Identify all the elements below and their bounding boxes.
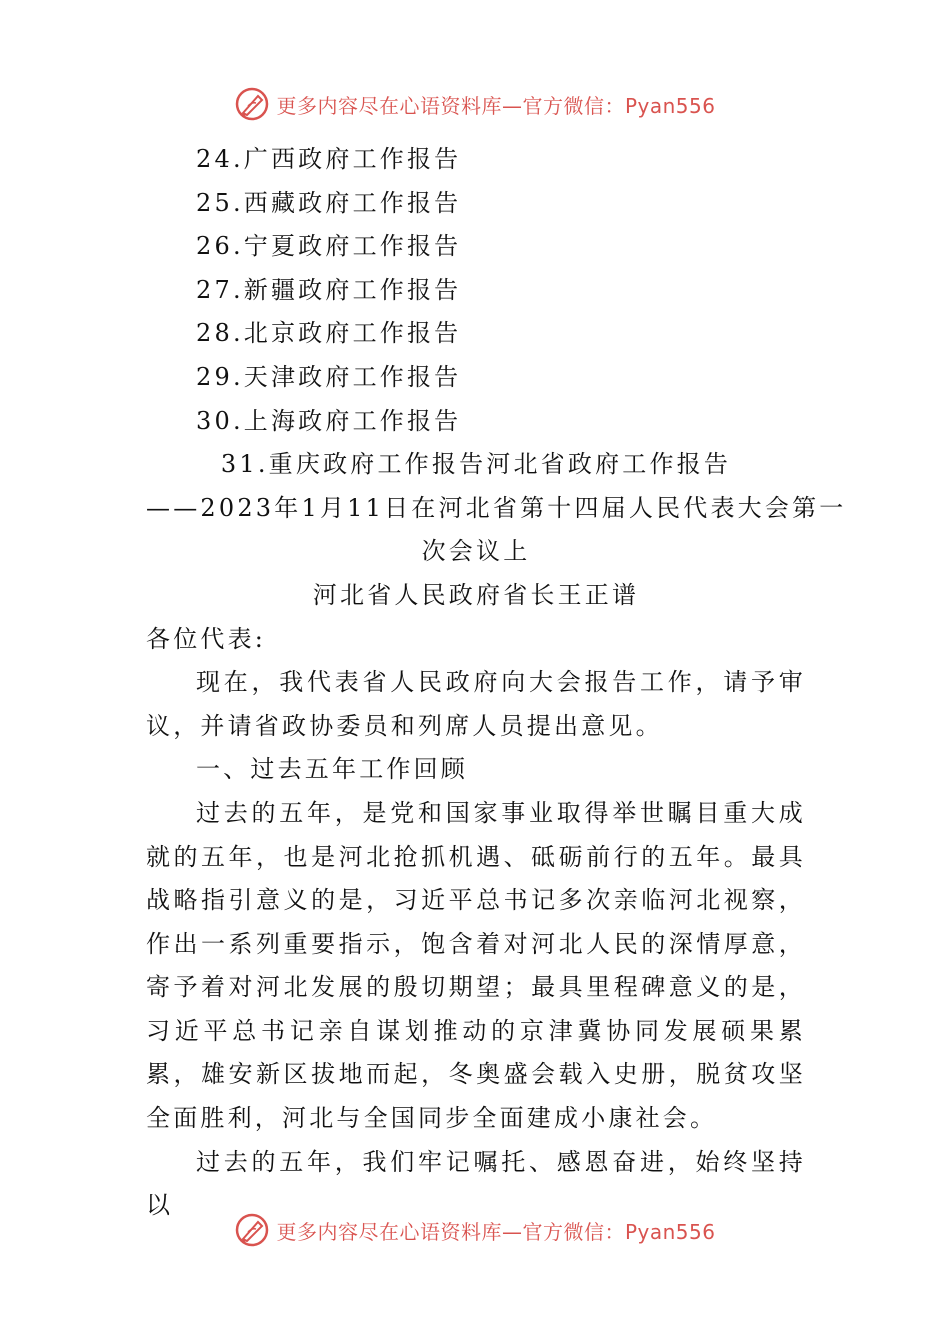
- salutation: 各位代表:: [146, 624, 267, 653]
- section-heading: 一、过去五年工作回顾: [196, 755, 468, 784]
- document-body: [146, 138, 847, 1228]
- pen-nib-logo-icon: [234, 86, 270, 122]
- watermark-banner-top: [0, 84, 950, 124]
- paragraph-review: 过去的五年，是党和国家事业取得举世瞩目重大成就的五年，也是河北抢抓机遇、砥砺前行的五年。最具战略指引意义的是，习近平总书记多次亲临河北视察，作出一系列重要指示，饱含着对河北人民的深情厚意，寄予着对河北发展的殷切期望；最具里程碑意义的是，习近平总书记亲自谋划推动的京津冀协同发展硕果累累，雄安新区拔地而起，冬奥盛会载入史册，脱贫攻坚全面胜利，河北与全国同步全面建成小康社会。: [146, 798, 806, 1133]
- toc-item: 24.广西政府工作报告: [196, 145, 462, 173]
- watermark-text: 更多内容尽在心语资料库—官方微信：Pyan556: [276, 1219, 716, 1244]
- watermark-banner-bottom: [0, 1210, 950, 1250]
- pen-nib-logo-icon: [234, 1212, 270, 1248]
- paragraph-continued: 过去的五年，我们牢记嘱托、感恩奋进，始终坚持以: [146, 1147, 806, 1220]
- toc-item: 30.上海政府工作报告: [196, 406, 462, 435]
- watermark-text: 更多内容尽在心语资料库—官方微信：Pyan556: [276, 93, 716, 118]
- paragraph-intro: 现在，我代表省人民政府向大会报告工作，请予审议，并请省政协委员和列席人员提出意见。: [146, 668, 806, 740]
- toc-item: 27.新疆政府工作报告: [196, 275, 462, 304]
- document-title: 31.重庆政府工作报告河北省政府工作报告: [220, 450, 732, 479]
- document-author: 河北省人民政府省长王正谱: [312, 580, 640, 609]
- toc-item: 28.北京政府工作报告: [196, 319, 462, 348]
- document-subtitle-line-2: 次会议上: [421, 537, 531, 566]
- toc-item: 29.天津政府工作报告: [196, 362, 462, 391]
- toc-item: 26.宁夏政府工作报告: [196, 232, 462, 261]
- toc-item: 25.西藏政府工作报告: [196, 188, 462, 217]
- document-subtitle-line-1: ——2023年1月11日在河北省第十四届人民代表大会第一: [146, 493, 847, 522]
